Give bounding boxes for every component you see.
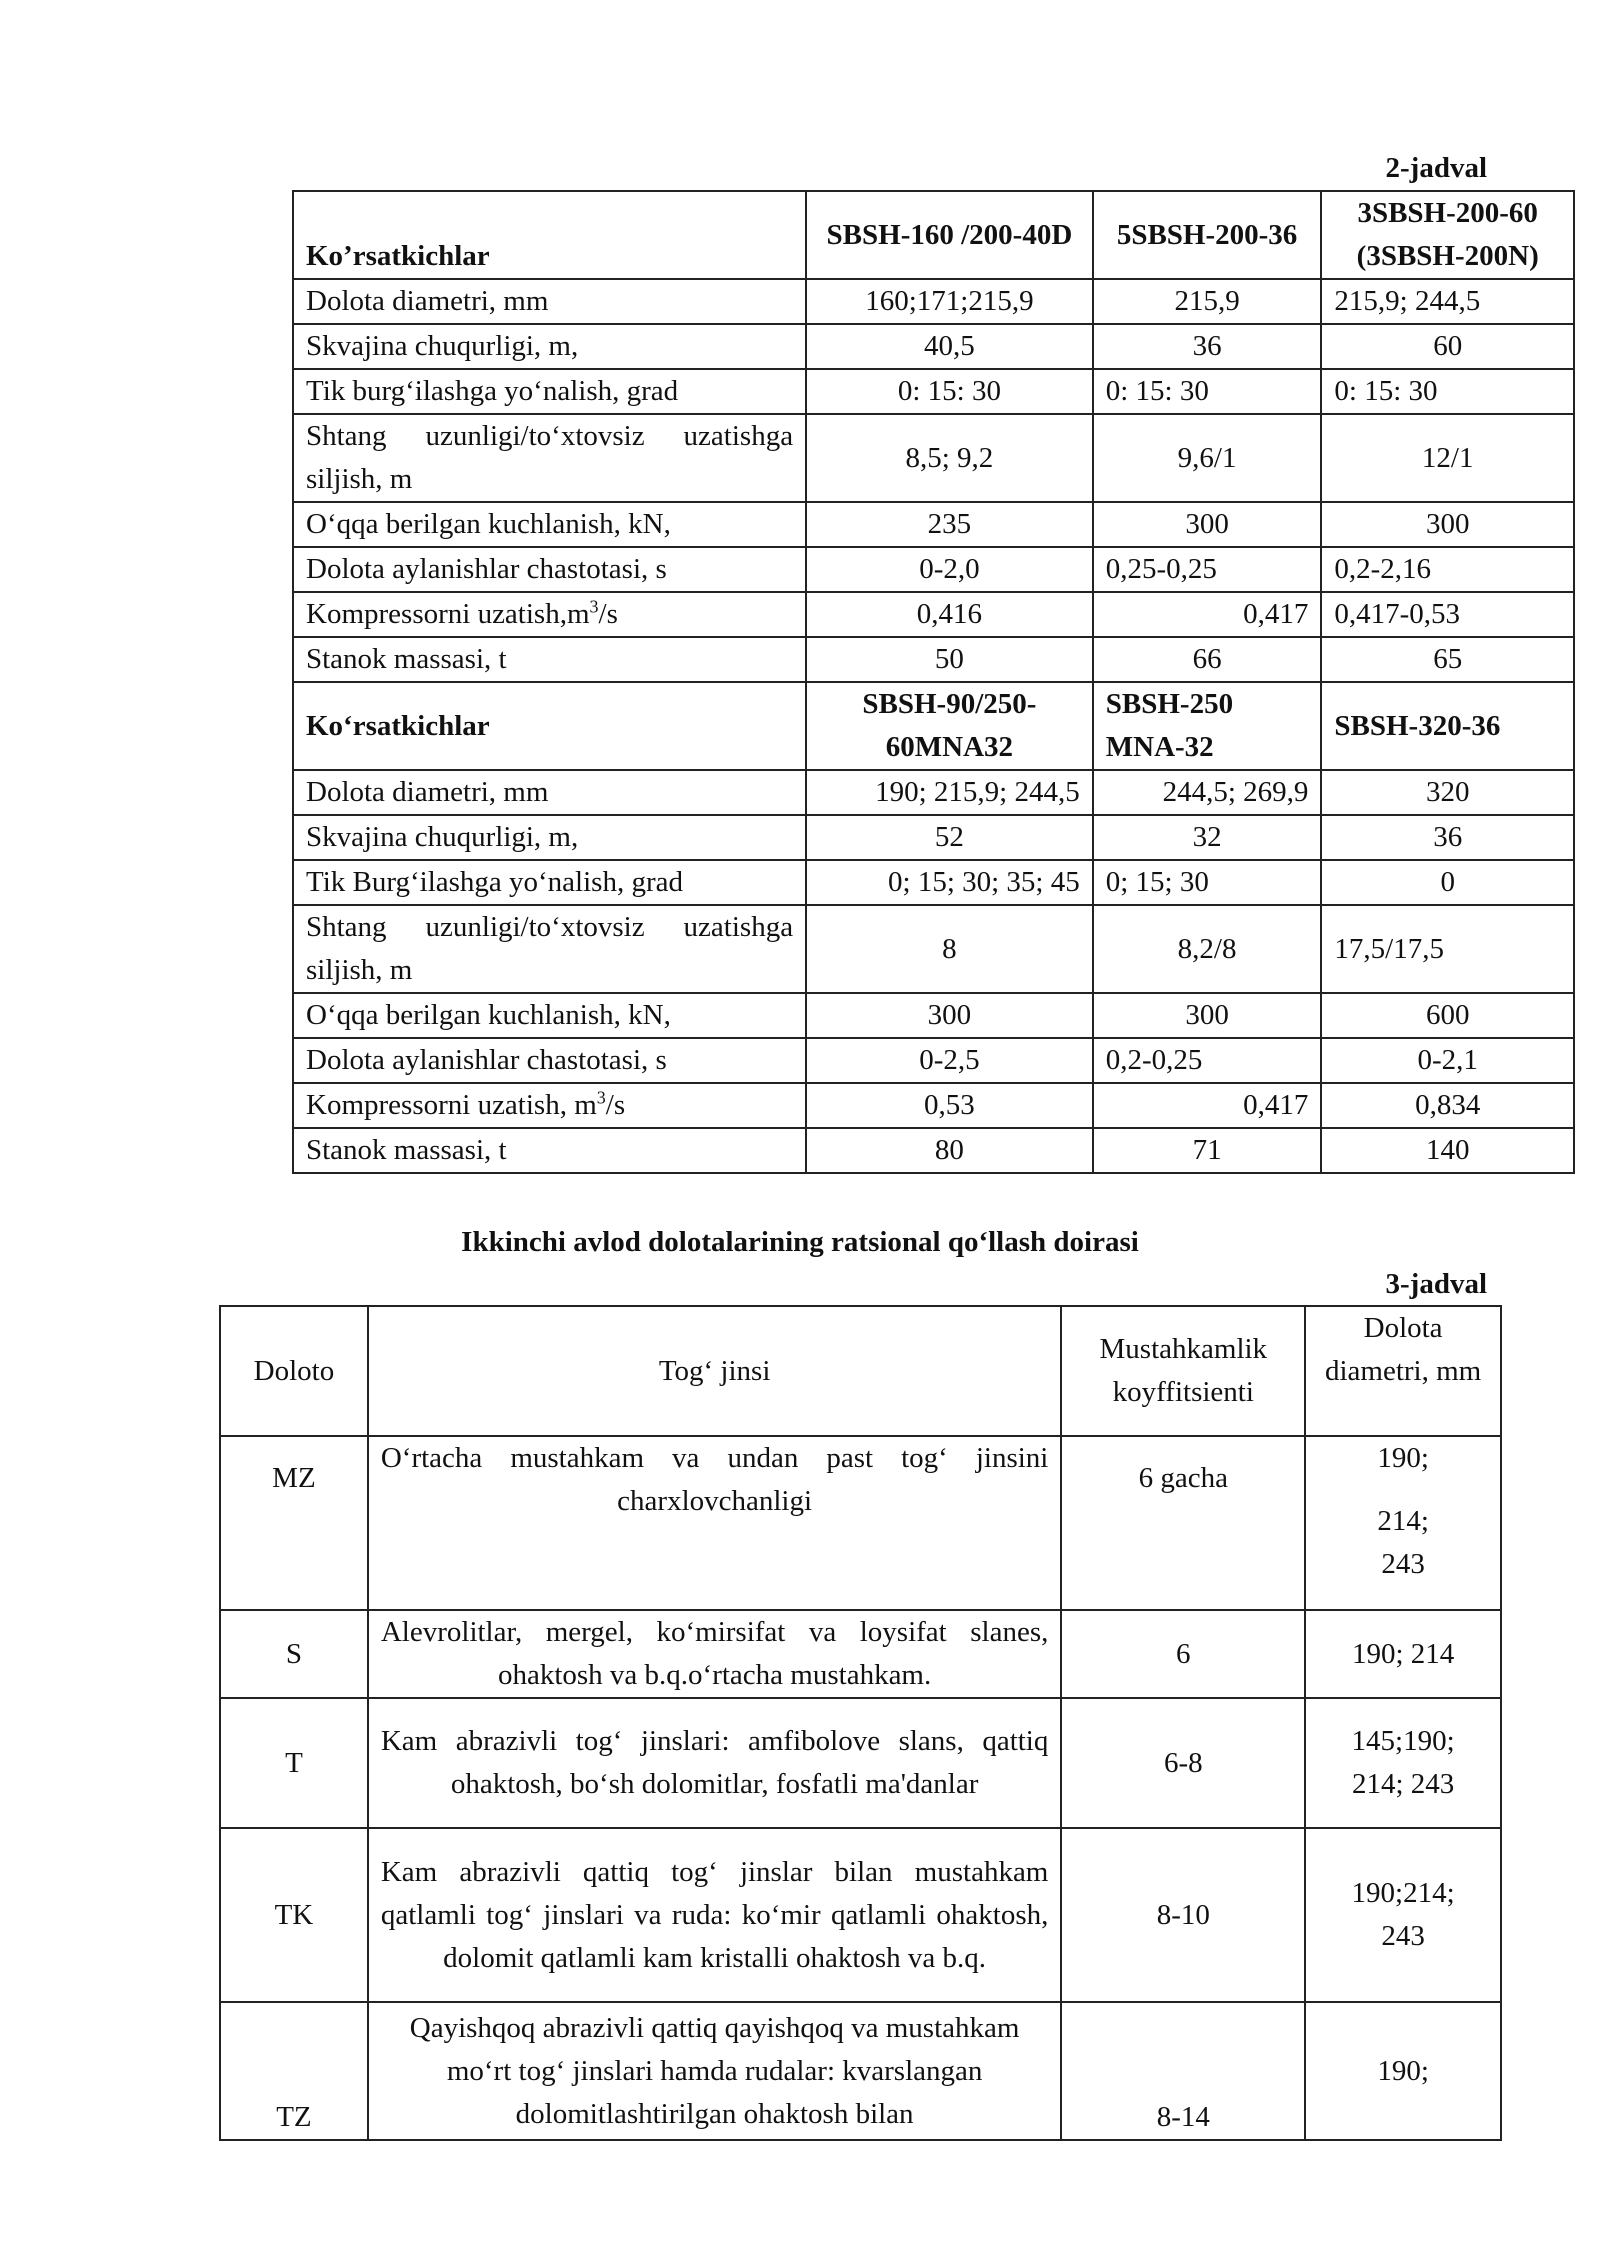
cell-value: 0,416 <box>806 592 1093 637</box>
cell-value: 32 <box>1093 815 1322 860</box>
cell-value: 0,834 <box>1321 1083 1574 1128</box>
diameter-value: 190;214; <box>1351 1877 1455 1909</box>
cell-value: 0,2-0,25 <box>1093 1038 1322 1083</box>
cell-value: 52 <box>806 815 1093 860</box>
row-label: Skvajina chuqurligi, m, <box>293 324 806 369</box>
bit-code: TK <box>220 1828 368 2002</box>
rock-description: O‘rtacha mustahkam va undan past tog‘ jinsini charxlovchanligi <box>368 1436 1062 1610</box>
cell-value: 50 <box>806 637 1093 682</box>
strength-coef: 6 gacha <box>1061 1436 1305 1610</box>
header-model: SBSH-160 /200-40D <box>806 191 1093 279</box>
bit-code: T <box>220 1698 368 1828</box>
cell-value: 160;171;215,9 <box>806 279 1093 324</box>
cell-value: 320 <box>1321 770 1574 815</box>
table-row <box>293 860 1574 905</box>
cell-value: 0-2,5 <box>806 1038 1093 1083</box>
cell-value: 12/1 <box>1321 414 1574 502</box>
header-indicators: Ko‘rsatkichlar <box>293 682 806 770</box>
table-3-header-row <box>220 1306 1501 1436</box>
row-label-text: Kompressorni uzatish, m <box>306 1089 597 1121</box>
cell-value: 0; 15; 30 <box>1093 860 1322 905</box>
strength-coef: 8-10 <box>1061 1828 1305 2002</box>
cell-value: 190; 215,9; 244,5 <box>806 770 1093 815</box>
header-model: SBSH-90/250-60MNA32 <box>806 682 1093 770</box>
cell-value: 300 <box>1093 502 1322 547</box>
bit-diameter <box>1305 1610 1501 1698</box>
diameter-value: 243 <box>1381 1920 1425 1952</box>
strength-coef: 6 <box>1061 1610 1305 1698</box>
bit-code: S <box>220 1610 368 1698</box>
table-row <box>220 1610 1501 1698</box>
header-strength-coef: Mustahkamlik koyffitsienti <box>1061 1306 1305 1436</box>
cell-value: 0: 15: 30 <box>806 369 1093 414</box>
row-label <box>293 592 806 637</box>
cell-value: 17,5/17,5 <box>1321 905 1574 993</box>
table-2-header-row <box>293 191 1574 279</box>
cell-value: 36 <box>1321 815 1574 860</box>
rock-description: Qayishqoq abrazivli qattiq qayishqoq va mustahkam mo‘rt tog‘ jinslari hamda rudalar: kvarslangan dolomitlashtirilgan ohaktosh bilan <box>368 2002 1062 2140</box>
table-row <box>293 547 1574 592</box>
row-label: Dolota aylanishlar chastotasi, s <box>293 1038 806 1083</box>
cell-value: 0,417 <box>1093 592 1322 637</box>
row-label: Skvajina chuqurligi, m, <box>293 815 806 860</box>
strength-coef: 8-14 <box>1061 2002 1305 2140</box>
table-row <box>293 324 1574 369</box>
row-label: O‘qqa berilgan kuchlanish, kN, <box>293 502 806 547</box>
cell-value: 244,5; 269,9 <box>1093 770 1322 815</box>
bit-code: MZ <box>220 1436 368 1610</box>
rock-description: Alevrolitlar, mergel, ko‘mirsifat va loysifat slanes, ohaktosh va b.q.o‘rtacha mustahkam. <box>368 1610 1062 1698</box>
table-row <box>293 369 1574 414</box>
table-row <box>293 993 1574 1038</box>
strength-coef: 6-8 <box>1061 1698 1305 1828</box>
row-label: Shtang uzunligi/to‘xtovsiz uzatishga siljish, m <box>293 905 806 993</box>
header-indicators: Ko’rsatkichlar <box>293 191 806 279</box>
cell-value: 215,9 <box>1093 279 1322 324</box>
unit-suffix: /s <box>598 598 618 630</box>
cell-value: 300 <box>1321 502 1574 547</box>
cell-value: 71 <box>1093 1128 1322 1173</box>
cell-value: 140 <box>1321 1128 1574 1173</box>
table-2-header-row <box>293 682 1574 770</box>
cell-value: 80 <box>806 1128 1093 1173</box>
table-row <box>293 502 1574 547</box>
row-label: Tik burg‘ilashga yo‘nalish, grad <box>293 369 806 414</box>
bit-code: TZ <box>220 2002 368 2140</box>
bit-diameter <box>1305 2002 1501 2140</box>
row-label-text: Kompressorni uzatish,m <box>306 598 590 630</box>
header-model: SBSH-320-36 <box>1321 682 1574 770</box>
table-row <box>293 279 1574 324</box>
header-model: 5SBSH-200-36 <box>1093 191 1322 279</box>
unit-exponent: 3 <box>589 596 599 617</box>
table-3-bit-application <box>219 1305 1502 2141</box>
cell-value: 8,2/8 <box>1093 905 1322 993</box>
row-label: Shtang uzunligi/to‘xtovsiz uzatishga siljish, m <box>293 414 806 502</box>
header-bit-diameter: Dolota diametri, mm <box>1305 1306 1501 1436</box>
cell-value: 600 <box>1321 993 1574 1038</box>
header-model: SBSH-250 MNA-32 <box>1093 682 1322 770</box>
table-2-label: 2-jadval <box>1385 152 1487 184</box>
cell-value: 40,5 <box>806 324 1093 369</box>
row-label: Dolota aylanishlar chastotasi, s <box>293 547 806 592</box>
bit-diameter <box>1305 1436 1501 1610</box>
table-row <box>293 905 1574 993</box>
cell-value: 235 <box>806 502 1093 547</box>
table-row <box>220 1698 1501 1828</box>
cell-value: 8 <box>806 905 1093 993</box>
cell-value: 8,5; 9,2 <box>806 414 1093 502</box>
diameter-value: 190; 214 <box>1351 1637 1455 1670</box>
table-row <box>220 2002 1501 2140</box>
row-label: Tik Burg‘ilashga yo‘nalish, grad <box>293 860 806 905</box>
cell-value: 0,417-0,53 <box>1321 592 1574 637</box>
row-label <box>293 1083 806 1128</box>
unit-exponent: 3 <box>596 1087 606 1108</box>
cell-value: 0,417 <box>1093 1083 1322 1128</box>
row-label: Stanok massasi, t <box>293 1128 806 1173</box>
table-row <box>293 770 1574 815</box>
table-row <box>293 1083 1574 1128</box>
cell-value: 60 <box>1321 324 1574 369</box>
row-label: Dolota diametri, mm <box>293 279 806 324</box>
header-model: 3SBSH-200-60 (3SBSH-200N) <box>1321 191 1574 279</box>
table-3-caption: Ikkinchi avlod dolotalarining ratsional qo‘llash doirasi <box>461 1226 1139 1258</box>
row-label: O‘qqa berilgan kuchlanish, kN, <box>293 993 806 1038</box>
cell-value: 0: 15: 30 <box>1093 369 1322 414</box>
row-label: Dolota diametri, mm <box>293 770 806 815</box>
cell-value: 300 <box>1093 993 1322 1038</box>
cell-value: 300 <box>806 993 1093 1038</box>
table-row <box>293 637 1574 682</box>
header-bit: Doloto <box>220 1306 368 1436</box>
cell-value: 36 <box>1093 324 1322 369</box>
table-row <box>293 815 1574 860</box>
diameter-value: 190; <box>1377 2054 1429 2087</box>
cell-value: 0,2-2,16 <box>1321 547 1574 592</box>
cell-value: 0 <box>1321 860 1574 905</box>
diameter-value: 243 <box>1381 1548 1425 1580</box>
diameter-value: 190; <box>1377 1442 1429 1474</box>
cell-value: 0-2,1 <box>1321 1038 1574 1083</box>
diameter-value: 214; <box>1377 1505 1429 1537</box>
cell-value: 0,25-0,25 <box>1093 547 1322 592</box>
rock-description: Kam abrazivli tog‘ jinslari: amfibolove slans, qattiq ohaktosh, bo‘sh dolomitlar, fosfatli ma'danlar <box>368 1698 1062 1828</box>
cell-value: 0; 15; 30; 35; 45 <box>806 860 1093 905</box>
cell-value: 9,6/1 <box>1093 414 1322 502</box>
table-3-label: 3-jadval <box>1385 1268 1487 1300</box>
table-2-machine-specs <box>292 190 1575 1174</box>
table-row <box>220 1828 1501 2002</box>
rock-description: Kam abrazivli qattiq tog‘ jinslar bilan mustahkam qatlamli tog‘ jinslari va ruda: ko‘mir qatlamli ohaktosh, dolomit qatlamli kam kristalli ohaktosh va b.q. <box>368 1828 1062 2002</box>
diameter-value: 214; 243 <box>1351 1768 1455 1800</box>
bit-diameter <box>1305 1698 1501 1828</box>
cell-value: 65 <box>1321 637 1574 682</box>
header-rock-type: Tog‘ jinsi <box>368 1306 1062 1436</box>
cell-value: 0: 15: 30 <box>1321 369 1574 414</box>
bit-diameter <box>1305 1828 1501 2002</box>
table-row <box>293 414 1574 502</box>
row-label: Stanok massasi, t <box>293 637 806 682</box>
table-row <box>220 1436 1501 1610</box>
unit-suffix: /s <box>605 1089 626 1121</box>
table-row <box>293 1128 1574 1173</box>
table-row <box>293 592 1574 637</box>
cell-value: 66 <box>1093 637 1322 682</box>
diameter-value: 145;190; <box>1351 1725 1455 1757</box>
table-row <box>293 1038 1574 1083</box>
cell-value: 0-2,0 <box>806 547 1093 592</box>
cell-value: 215,9; 244,5 <box>1321 279 1574 324</box>
cell-value: 0,53 <box>806 1083 1093 1128</box>
